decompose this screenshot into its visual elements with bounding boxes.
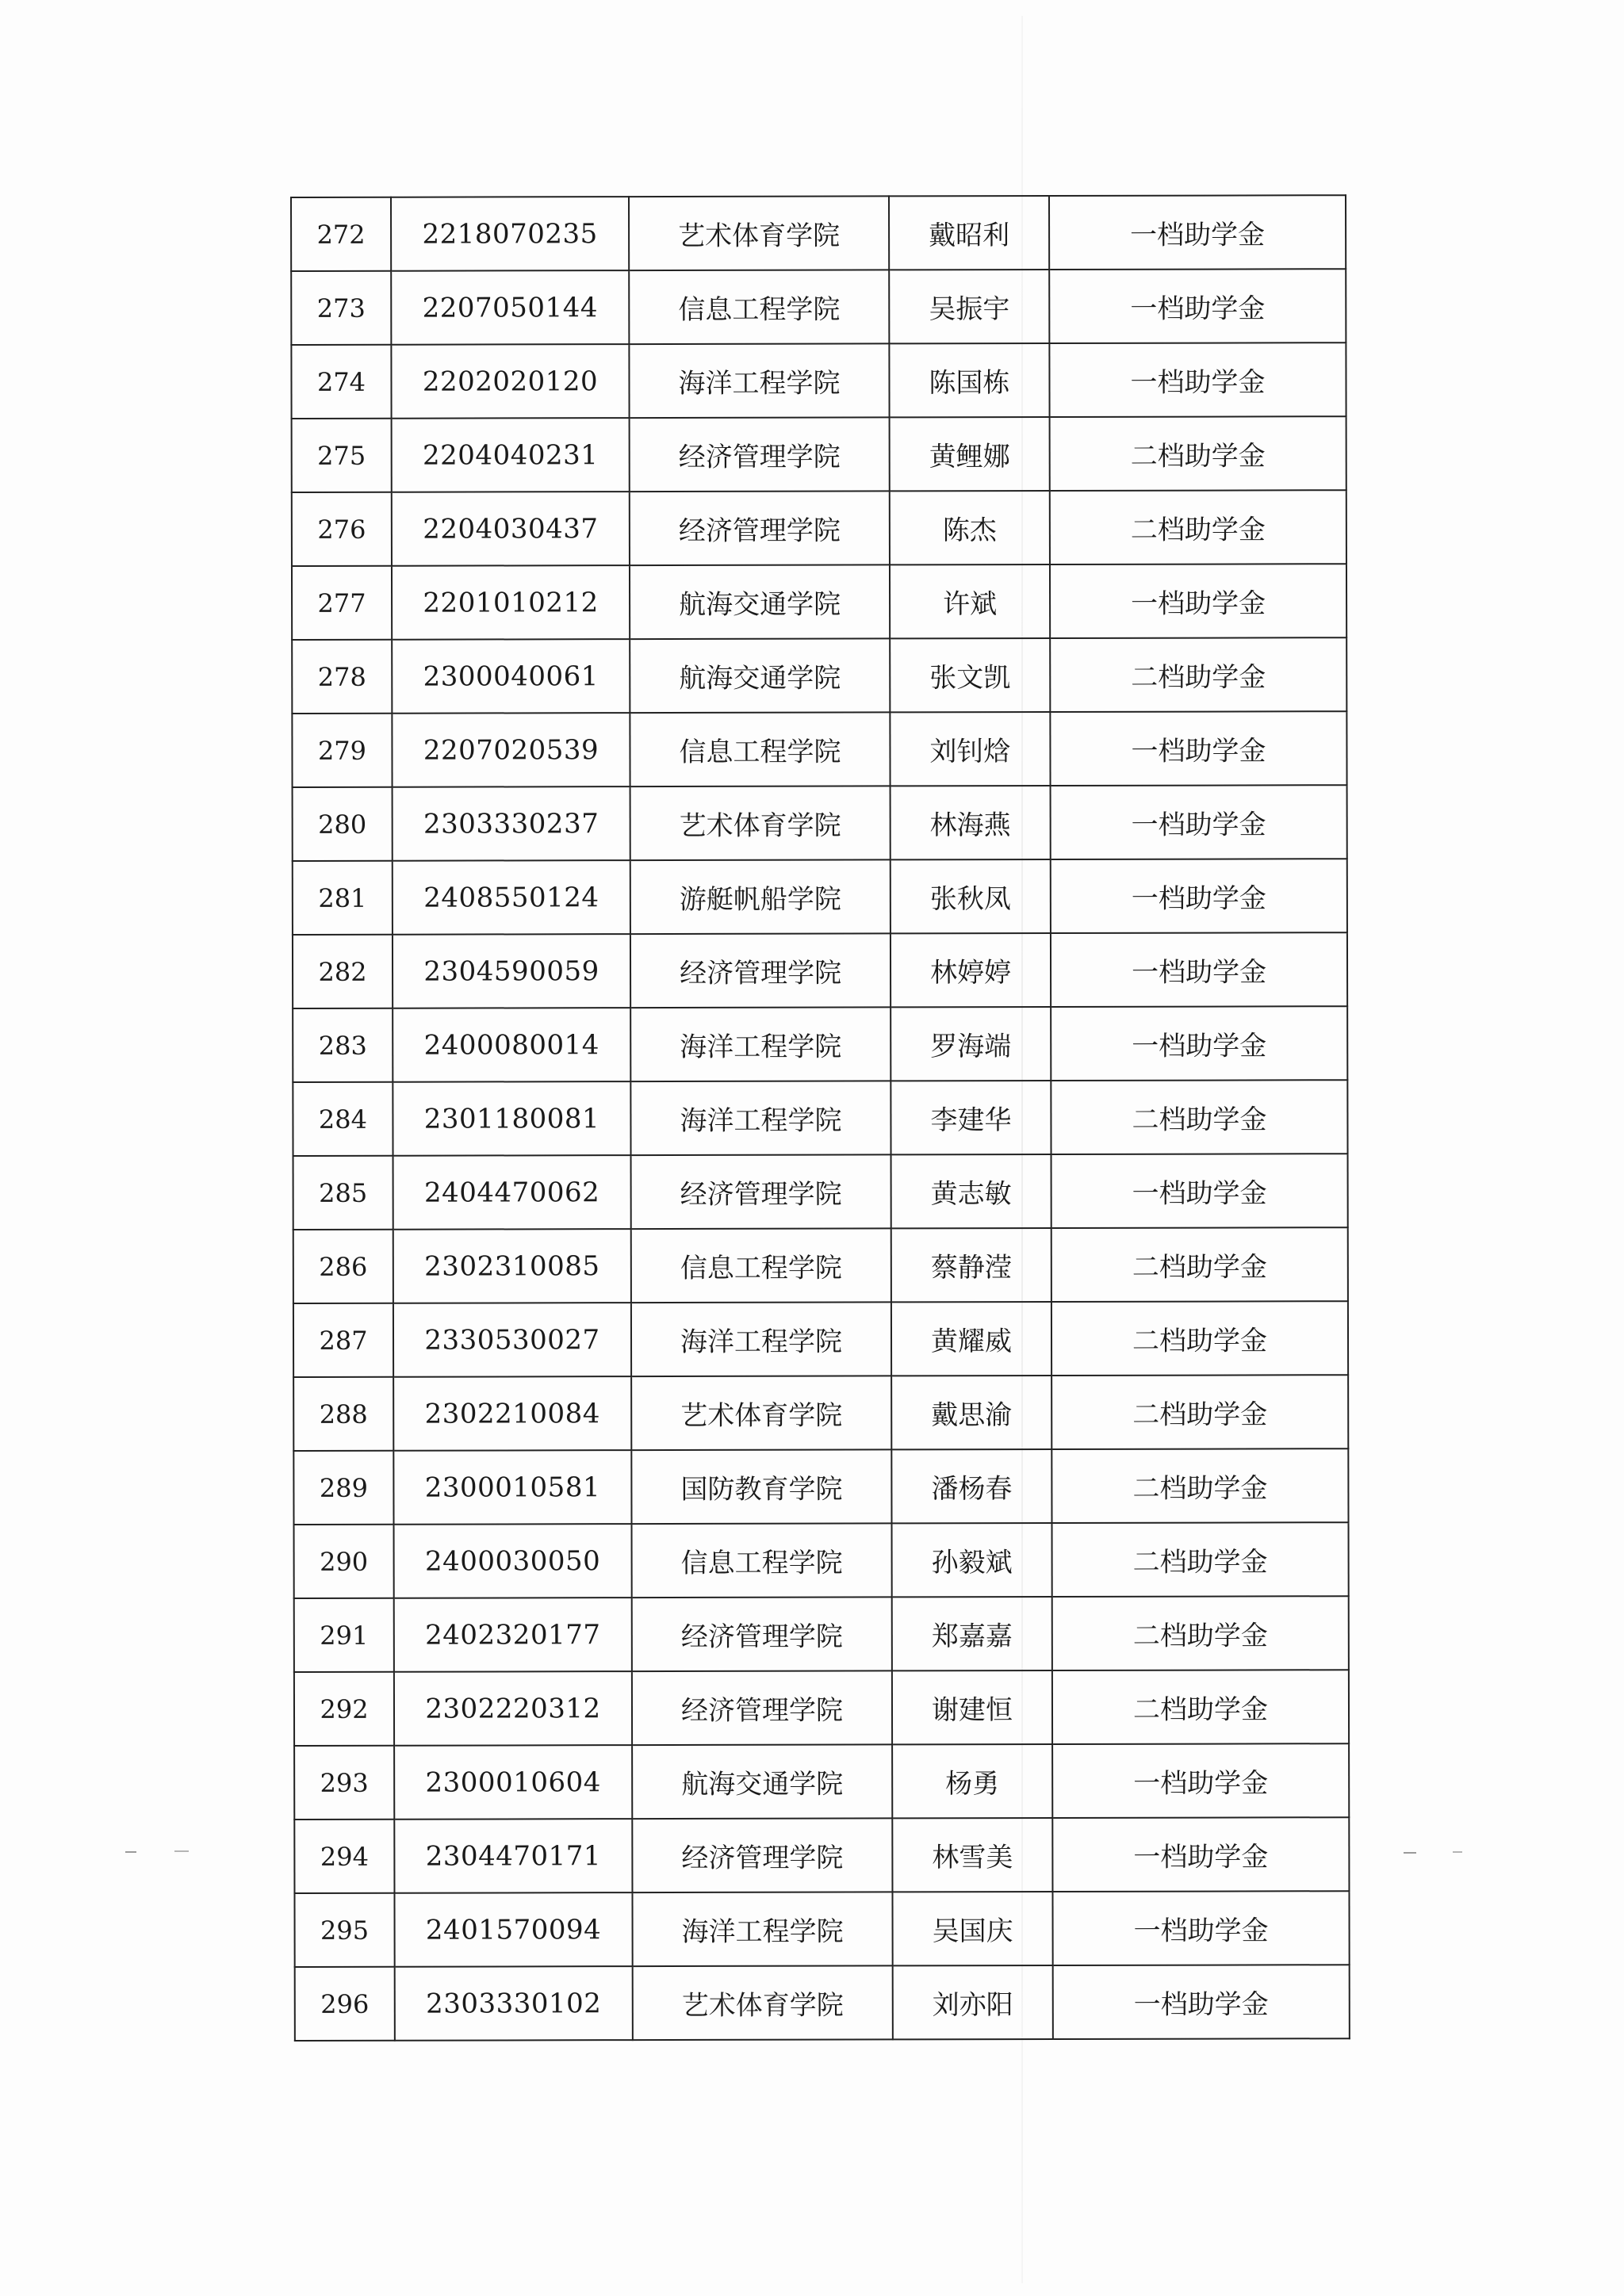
college-cell: 艺术体育学院 [631,1376,891,1450]
college-cell: 经济管理学院 [632,1597,892,1671]
table-row [293,1006,1347,1082]
college-cell: 游艇帆船学院 [630,859,891,934]
college-cell: 海洋工程学院 [629,343,889,418]
table-row [292,416,1346,492]
college-cell: 经济管理学院 [630,933,891,1008]
student-id-cell: 2404470062 [393,1155,631,1230]
student-name-cell: 张秋凤 [891,859,1051,933]
table-row [292,564,1346,640]
student-id-cell: 2402320177 [394,1598,632,1672]
row-number-cell: 272 [291,197,391,271]
grant-level-cell: 一档助学金 [1052,1743,1349,1818]
college-cell: 经济管理学院 [630,417,890,492]
table-row [294,1817,1349,1893]
student-id-cell: 2302310085 [393,1229,631,1303]
grant-level-cell: 二档助学金 [1051,1375,1348,1449]
college-cell: 信息工程学院 [630,712,890,786]
row-number-cell: 282 [293,935,393,1008]
grant-level-cell: 一档助学金 [1051,1006,1347,1081]
college-cell: 国防教育学院 [631,1449,891,1524]
student-name-cell: 刘钊焓 [890,712,1050,786]
row-number-cell: 281 [293,861,393,935]
table-row [293,1375,1348,1451]
grant-level-cell: 一档助学金 [1051,785,1347,859]
student-name-cell: 潘杨春 [891,1449,1051,1523]
student-id-cell: 2400080014 [393,1008,630,1082]
student-name-cell: 陈杰 [890,491,1050,564]
grant-level-cell: 一档助学金 [1051,859,1347,933]
student-id-cell: 2302220312 [394,1671,632,1746]
student-name-cell: 黄鲤娜 [890,417,1050,491]
college-cell: 信息工程学院 [632,1523,892,1598]
table-row [293,1301,1348,1377]
student-name-cell: 吴国庆 [892,1892,1052,1965]
student-id-cell: 2207050144 [391,270,629,345]
grant-level-cell: 二档助学金 [1051,1448,1348,1523]
college-cell: 经济管理学院 [632,1670,892,1745]
table-row [293,1154,1348,1230]
table-row [292,711,1346,787]
table-row [295,1965,1350,2041]
row-number-cell: 288 [293,1377,393,1451]
scan-margin-mark [1404,1852,1416,1854]
student-id-cell: 2304470171 [394,1819,632,1893]
grant-level-cell: 二档助学金 [1050,637,1346,712]
scan-margin-mark [174,1850,189,1852]
grant-level-cell: 二档助学金 [1052,1670,1349,1744]
row-number-cell: 273 [291,271,391,345]
student-name-cell: 谢建恒 [892,1670,1052,1744]
grant-level-cell: 一档助学金 [1053,1965,1350,2039]
student-id-cell: 2330530027 [393,1303,631,1377]
college-cell: 航海交通学院 [632,1744,892,1819]
college-cell: 海洋工程学院 [630,1081,891,1155]
scan-margin-mark [1453,1851,1462,1853]
row-number-cell: 295 [294,1893,394,1967]
student-id-cell: 2300010581 [393,1450,631,1525]
student-name-cell: 郑嘉嘉 [892,1597,1052,1670]
student-id-cell: 2302210084 [393,1376,631,1451]
student-id-cell: 2204030437 [392,492,630,566]
college-cell: 海洋工程学院 [631,1302,891,1376]
grant-level-cell: 一档助学金 [1051,932,1347,1007]
college-cell: 艺术体育学院 [629,196,889,270]
table-row [292,490,1346,566]
grant-level-cell: 二档助学金 [1052,1522,1349,1597]
row-number-cell: 284 [293,1082,393,1156]
student-id-cell: 2201010212 [392,565,630,640]
grant-level-cell: 二档助学金 [1050,490,1346,564]
row-number-cell: 278 [292,640,392,714]
student-id-cell: 2218070235 [391,197,629,271]
table-row [291,195,1346,271]
student-id-cell: 2401570094 [394,1892,632,1967]
student-id-cell: 2408550124 [393,860,630,935]
grant-level-cell: 一档助学金 [1052,1891,1349,1965]
college-cell: 航海交通学院 [630,638,890,713]
college-cell: 海洋工程学院 [632,1892,892,1966]
student-name-cell: 黄耀威 [891,1302,1051,1376]
grant-level-cell: 一档助学金 [1049,269,1346,343]
grant-level-cell: 一档助学金 [1049,342,1346,417]
table-row [294,1670,1349,1746]
college-cell: 航海交通学院 [630,564,890,639]
row-number-cell: 283 [293,1008,393,1082]
grant-level-cell: 一档助学金 [1052,1817,1349,1892]
grant-level-cell: 一档助学金 [1050,564,1346,638]
college-cell: 海洋工程学院 [630,1007,891,1081]
row-number-cell: 287 [293,1303,393,1377]
scan-margin-mark [125,1851,136,1853]
table-row [293,1227,1348,1303]
student-id-cell: 2400030050 [394,1524,632,1598]
row-number-cell: 293 [294,1746,394,1820]
grant-recipient-table [290,194,1350,2042]
student-name-cell: 林海燕 [891,786,1051,859]
grant-level-cell: 一档助学金 [1049,195,1346,270]
student-id-cell: 2303330237 [393,786,630,861]
student-id-cell: 2301180081 [393,1081,630,1156]
college-cell: 艺术体育学院 [633,1965,893,2040]
student-name-cell: 杨勇 [892,1744,1052,1818]
grant-level-cell: 二档助学金 [1052,1596,1349,1670]
row-number-cell: 275 [292,419,392,492]
row-number-cell: 294 [294,1820,394,1893]
table-row [294,1743,1349,1820]
student-name-cell: 刘亦阳 [893,1965,1053,2039]
student-id-cell: 2202020120 [391,344,629,419]
row-number-cell: 285 [293,1156,393,1230]
grant-level-cell: 二档助学金 [1051,1080,1347,1154]
table-row [293,932,1347,1008]
grant-level-cell: 一档助学金 [1051,1154,1348,1228]
row-number-cell: 296 [295,1967,395,2041]
row-number-cell: 280 [293,787,393,861]
student-name-cell: 戴思渝 [891,1376,1051,1449]
table-row [294,1596,1349,1672]
grant-level-cell: 二档助学金 [1050,416,1346,491]
student-name-cell: 许斌 [890,564,1050,638]
student-id-cell: 2300010604 [394,1745,632,1820]
table-row [294,1522,1349,1598]
row-number-cell: 277 [292,566,392,640]
student-id-cell: 2300040061 [392,639,630,714]
grant-level-cell: 二档助学金 [1051,1227,1348,1302]
college-cell: 信息工程学院 [629,270,889,344]
student-name-cell: 蔡静滢 [891,1228,1051,1302]
student-name-cell: 吴振宇 [889,270,1049,343]
table-row [293,1080,1347,1156]
row-number-cell: 289 [293,1451,393,1525]
row-number-cell: 276 [292,492,392,566]
row-number-cell: 279 [292,714,392,787]
table-row [293,859,1347,935]
row-number-cell: 290 [294,1525,394,1598]
table-row [291,269,1346,345]
row-number-cell: 292 [294,1672,394,1746]
student-name-cell: 张文凯 [890,638,1050,712]
student-name-cell: 陈国栋 [889,343,1049,417]
student-id-cell: 2304590059 [393,934,630,1008]
college-cell: 经济管理学院 [632,1818,892,1892]
table-row [293,785,1347,861]
student-id-cell: 2204040231 [392,418,630,492]
row-number-cell: 291 [294,1598,394,1672]
grant-level-cell: 二档助学金 [1051,1301,1348,1376]
student-name-cell: 林雪美 [892,1818,1052,1892]
college-cell: 信息工程学院 [631,1228,891,1303]
row-number-cell: 274 [291,345,391,419]
table-body [291,195,1350,2041]
table-row [291,342,1346,419]
grant-level-cell: 一档助学金 [1050,711,1346,786]
student-id-cell: 2303330102 [395,1966,633,2041]
student-name-cell: 李建华 [891,1081,1051,1154]
college-cell: 艺术体育学院 [630,786,891,860]
college-cell: 经济管理学院 [630,491,890,565]
table-row [292,637,1346,714]
student-name-cell: 林婷婷 [891,933,1051,1007]
student-name-cell: 戴昭利 [889,196,1049,270]
student-name-cell: 罗海端 [891,1007,1051,1081]
row-number-cell: 286 [293,1230,393,1303]
student-name-cell: 孙毅斌 [892,1523,1052,1597]
table-row [293,1448,1348,1525]
student-id-cell: 2207020539 [392,713,630,787]
college-cell: 经济管理学院 [631,1154,891,1229]
student-name-cell: 黄志敏 [891,1154,1051,1228]
table-row [294,1891,1349,1967]
